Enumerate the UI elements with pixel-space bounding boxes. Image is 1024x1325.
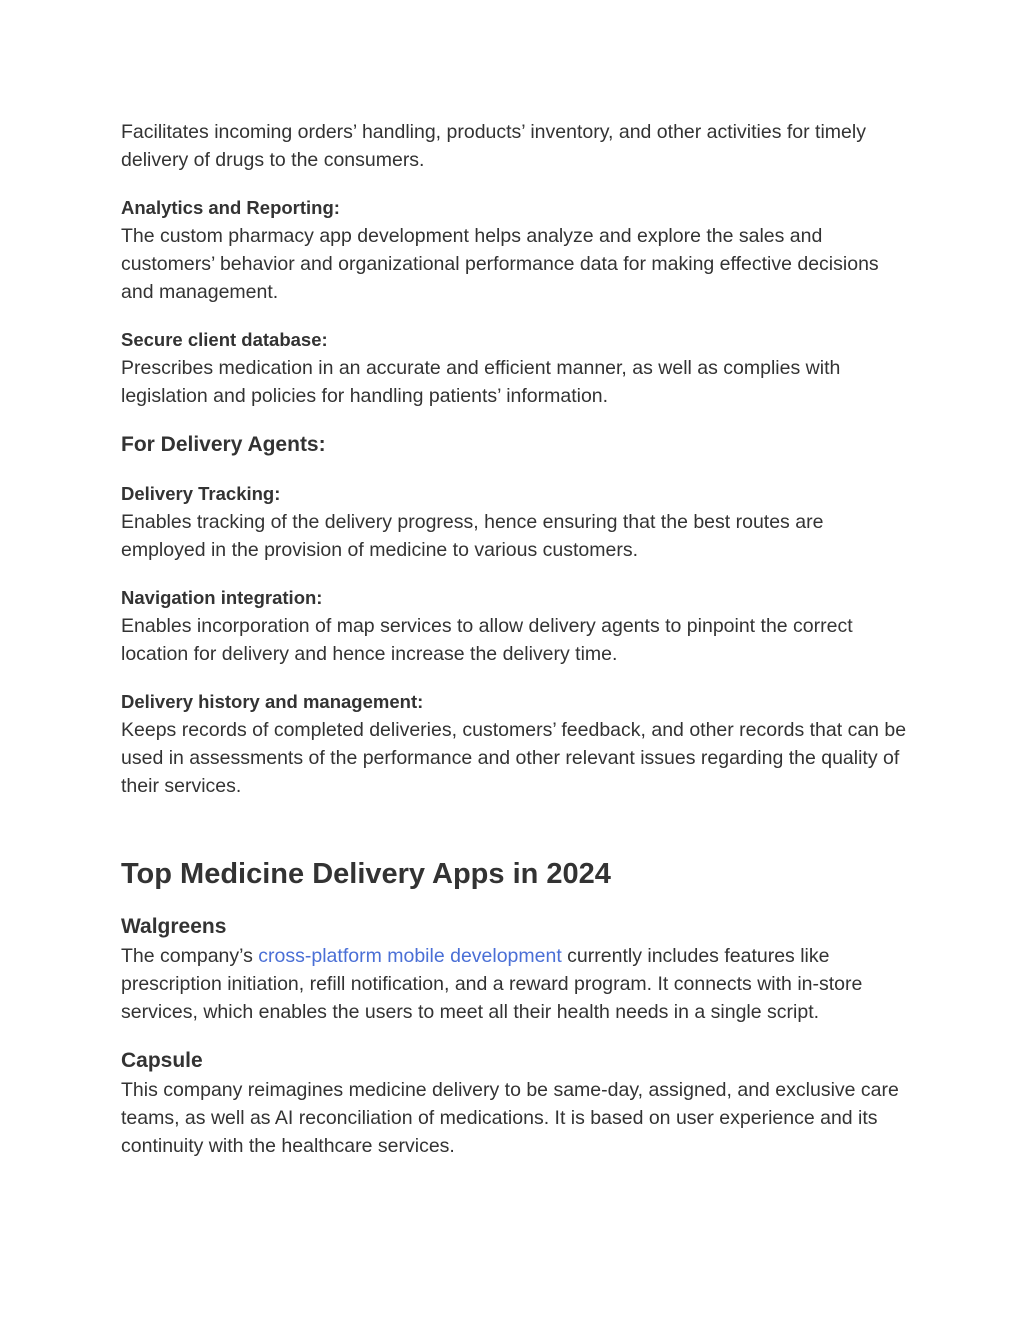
intro-paragraph: Facilitates incoming orders’ handling, products’ inventory, and other activities for timely delivery of drugs to the consumers. [121, 121, 866, 171]
feature-description: Enables tracking of the delivery progress, hence ensuring that the best routes are employed in the provision of medicine to various customers. [121, 511, 824, 561]
app-description-end: currently includes features like prescription initiation, refill notification, and a reward program. It connects with in-store services, which enables the users to meet all their health needs in a single script. [121, 945, 863, 1023]
document-page [121, 118, 911, 1180]
feature-description: Prescribes medication in an accurate and efficient manner, as well as complies with legislation and policies for handling patients’ information. [121, 357, 841, 407]
app-description-start: The company’s [121, 945, 259, 967]
feature-term: Navigation integration: [121, 587, 323, 608]
app-name: Capsule [121, 1049, 203, 1072]
feature-delivery-tracking [121, 480, 911, 564]
delivery-agents-heading: For Delivery Agents: [121, 433, 326, 456]
app-description: This company reimagines medicine delivery to be same-day, assigned, and exclusive care teams, as well as AI reconciliation of medications. It is based on user experience and its continuity with the healthcare services. [121, 1079, 899, 1157]
app-description [121, 942, 911, 1026]
feature-delivery-history [121, 688, 911, 800]
feature-navigation-integration [121, 584, 911, 668]
app-walgreens [121, 912, 911, 1026]
cross-platform-link[interactable]: cross-platform mobile development [258, 945, 562, 967]
feature-description: Enables incorporation of map services to allow delivery agents to pinpoint the correct location for delivery and hence increase the delivery time. [121, 615, 853, 665]
feature-term: Secure client database: [121, 329, 328, 350]
feature-secure-database [121, 326, 911, 410]
feature-description: Keeps records of completed deliveries, customers’ feedback, and other records that can be used in assessments of the performance and other relevant issues regarding the quality of their services. [121, 719, 907, 797]
section-title: Top Medicine Delivery Apps in 2024 [121, 858, 611, 890]
feature-description: The custom pharmacy app development helps analyze and explore the sales and customers’ behavior and organizational performance data for making effective decisions and management. [121, 225, 879, 303]
feature-analytics [121, 194, 911, 306]
app-capsule [121, 1046, 911, 1160]
feature-term: Analytics and Reporting: [121, 197, 340, 218]
feature-term: Delivery history and management: [121, 691, 424, 712]
feature-term: Delivery Tracking: [121, 483, 281, 504]
app-name: Walgreens [121, 915, 227, 938]
